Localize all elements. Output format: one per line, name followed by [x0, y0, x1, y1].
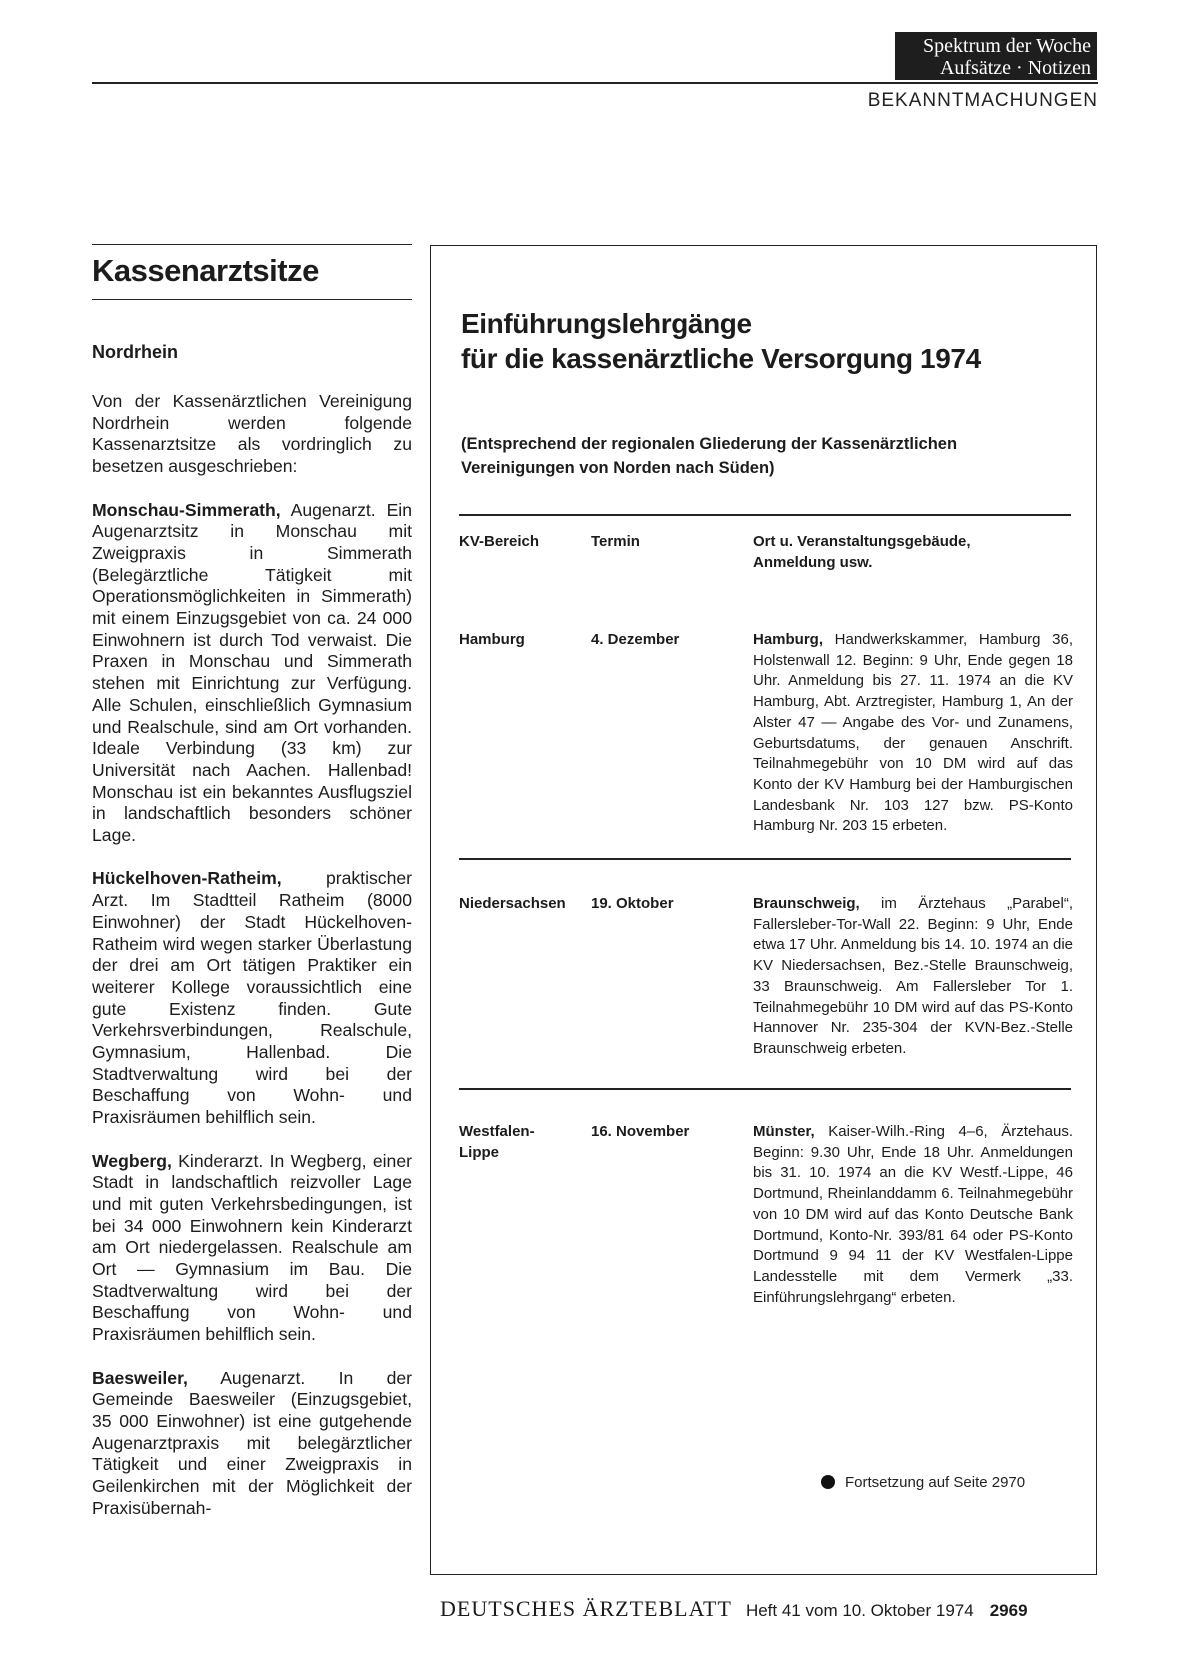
top-rule	[92, 82, 1098, 84]
row-city: Hamburg,	[753, 631, 824, 648]
intro-paragraph: Von der Kassenärztlichen Vereinigung Nordrhein werden folgende Kassenarztsitze als vordringlich zu besetzen ausgeschrieben:	[92, 391, 412, 477]
row-kv	[459, 1122, 589, 1163]
box-subtitle-line-1: (Entsprechend der regionalen Gliederung der Kassenärztlichen	[461, 435, 958, 453]
column-header-termin: Termin	[591, 533, 640, 550]
listing-entry	[92, 500, 412, 847]
row-termin: 19. Oktober	[591, 895, 674, 912]
listing-entry	[92, 868, 412, 1128]
page-footer	[440, 1596, 1095, 1622]
left-column	[92, 244, 412, 1541]
section-badge	[895, 32, 1097, 80]
journal-masthead: DEUTSCHES ÄRZTEBLATT	[440, 1596, 732, 1621]
table-rule	[459, 858, 1071, 860]
box-title-line-1: Einführungslehrgänge	[461, 308, 752, 339]
listing-place: Baesweiler,	[92, 1367, 188, 1388]
listing-entry	[92, 1368, 412, 1520]
row-city: Braunschweig,	[753, 895, 860, 912]
region-heading: Nordrhein	[92, 342, 179, 362]
listing-entry	[92, 1151, 412, 1346]
listing-text: Augenarzt. Ein Augenarztsitz in Monschau mit Zweigpraxis in Simmerath (Belegärztliche Tätigkeit mit Operationsmöglichkeiten in Simmerath) mit einem Einzugsgebiet von ca. 24 000 Einwohnern ist durch Tod verwaist. Die Praxen in Monschau und Simmerath stehen mit Einrichtung zur Verfügung. Alle Schulen, einschließlich Gymnasium und Realschule, sind am Ort vorhanden. Ideale Verbindung (33 km) zur Universität nach Aachen. Hallenbad! Monschau ist ein bekanntes Ausflugsziel in landschaftlich besonders schöner Lage.	[92, 499, 412, 846]
continuation-note	[821, 1474, 1025, 1491]
row-kv-line-2: Lippe	[459, 1143, 499, 1161]
row-details	[753, 894, 1073, 1060]
column-header-kv: KV-Bereich	[459, 533, 540, 550]
row-kv: Hamburg	[459, 631, 525, 648]
box-title-line-2: für die kassenärztliche Versorgung 1974	[461, 343, 981, 374]
section-label: BEKANNTMACHUNGEN	[867, 90, 1098, 111]
title-rule-bottom	[92, 299, 412, 300]
column-header-ort	[753, 532, 1073, 573]
table-rule	[459, 514, 1071, 516]
row-termin: 4. Dezember	[591, 631, 680, 648]
row-details	[753, 630, 1073, 837]
column-header-ort-line-1: Ort u. Veranstaltungsgebäude,	[753, 533, 971, 550]
row-city: Münster,	[753, 1123, 815, 1140]
table-rule	[459, 1088, 1071, 1090]
row-kv-line-1: Westfalen-	[459, 1123, 535, 1140]
box-title	[461, 306, 1081, 376]
page-number: 2969	[989, 1601, 1028, 1620]
box-subtitle	[461, 432, 1081, 480]
badge-line-1: Spektrum der Woche	[923, 35, 1091, 57]
listing-text: praktischer Arzt. Im Stadtteil Ratheim (8000 Einwohner) der Stadt Hückelhoven-Ratheim wird wegen starker Überlastung der drei am Ort tätigen Praktiker ein weiterer Kollege voraussichtlich eine gute Existenz finden. Gute Verkehrsverbindungen, Realschule, Gymnasium, Hallenbad. Die Stadtverwaltung wird bei der Beschaffung von Wohn- und Praxisräumen behilflich sein.	[92, 868, 412, 1128]
row-termin: 16. November	[591, 1123, 690, 1140]
course-announcement-box	[430, 245, 1097, 1575]
row-details	[753, 1122, 1073, 1308]
article-title: Kassenarztsitze	[92, 253, 319, 288]
listing-text: Augenarzt. In der Gemeinde Baesweiler (Einzugsgebiet, 35 000 Einwohner) ist eine gutgehende Augenarztpraxis mit belegärztlicher Tätigkeit und einer Zweigpraxis in Geilenkirchen mit der Möglichkeit der Praxisübernah-	[92, 1367, 412, 1518]
issue-info: Heft 41 vom 10. Oktober 1974	[745, 1601, 974, 1620]
listing-place: Hückelhoven-Ratheim,	[92, 868, 282, 889]
row-details-text: im Ärztehaus „Parabel“, Fallersleber-Tor-Wall 22. Beginn: 9 Uhr, Ende etwa 17 Uhr. Anmeldung bis 14. 10. 1974 an die KV Niedersachsen, Bez.-Stelle Braunschweig, 33 Braunschweig. Am Fallersleber Tor 1. Teilnahmegebühr 10 DM wird auf das PS-Konto Hannover Nr. 235-304 der KVN-Bez.-Stelle Braunschweig erbeten.	[753, 895, 1073, 1057]
row-details-text: Kaiser-Wilh.-Ring 4–6, Ärztehaus. Beginn: 9.30 Uhr, Ende 18 Uhr. Anmeldungen bis 31. 10. 1974 an die KV Westf.-Lippe, 46 Dortmund, Rheinlanddamm 6. Teilnahmegebühr von 10 DM wird auf das Konto Deutsche Bank Dortmund, Konto-Nr. 393/81 64 oder PS-Konto Dortmund 9 94 11 der KV Westfalen-Lippe Landesstelle mit dem Vermerk „33. Einführungslehrgang“ erbeten.	[753, 1123, 1073, 1306]
listing-place: Wegberg,	[92, 1150, 172, 1171]
row-kv: Niedersachsen	[459, 895, 566, 912]
badge-line-2: Aufsätze · Notizen	[939, 57, 1091, 79]
title-rule-top	[92, 244, 412, 245]
listing-text: Kinderarzt. In Wegberg, einer Stadt in landschaftlich reizvoller Lage und mit guten Verkehrsbedingungen, ist bei 34 000 Einwohnern kein Kinderarzt am Ort niedergelassen. Realschule am Ort — Gymnasium im Bau. Die Stadtverwaltung wird bei der Beschaffung von Wohn- und Praxisräumen behilflich sein.	[92, 1150, 412, 1345]
column-header-ort-line-2: Anmeldung usw.	[753, 553, 873, 571]
box-subtitle-line-2: Vereinigungen von Norden nach Süden)	[461, 459, 775, 477]
row-details-text: Handwerkskammer, Hamburg 36, Holstenwall 12. Beginn: 9 Uhr, Ende gegen 18 Uhr. Anmeldung bis 27. 11. 1974 an die KV Hamburg, Abt. Arztregister, Hamburg 1, An der Alster 47 — Angabe des Vor- und Zunamens, Geburtsdatums, der genauen Anschrift. Teilnahmegebühr von 10 DM wird auf das Konto der KV Hamburg bei der Hamburgischen Landesbank Nr. 103 127 bzw. PS-Konto Hamburg Nr. 203 15 erbeten.	[753, 631, 1073, 835]
bullet-icon	[821, 1475, 835, 1489]
continuation-text: Fortsetzung auf Seite 2970	[845, 1474, 1026, 1491]
listing-place: Monschau-Simmerath,	[92, 499, 281, 520]
